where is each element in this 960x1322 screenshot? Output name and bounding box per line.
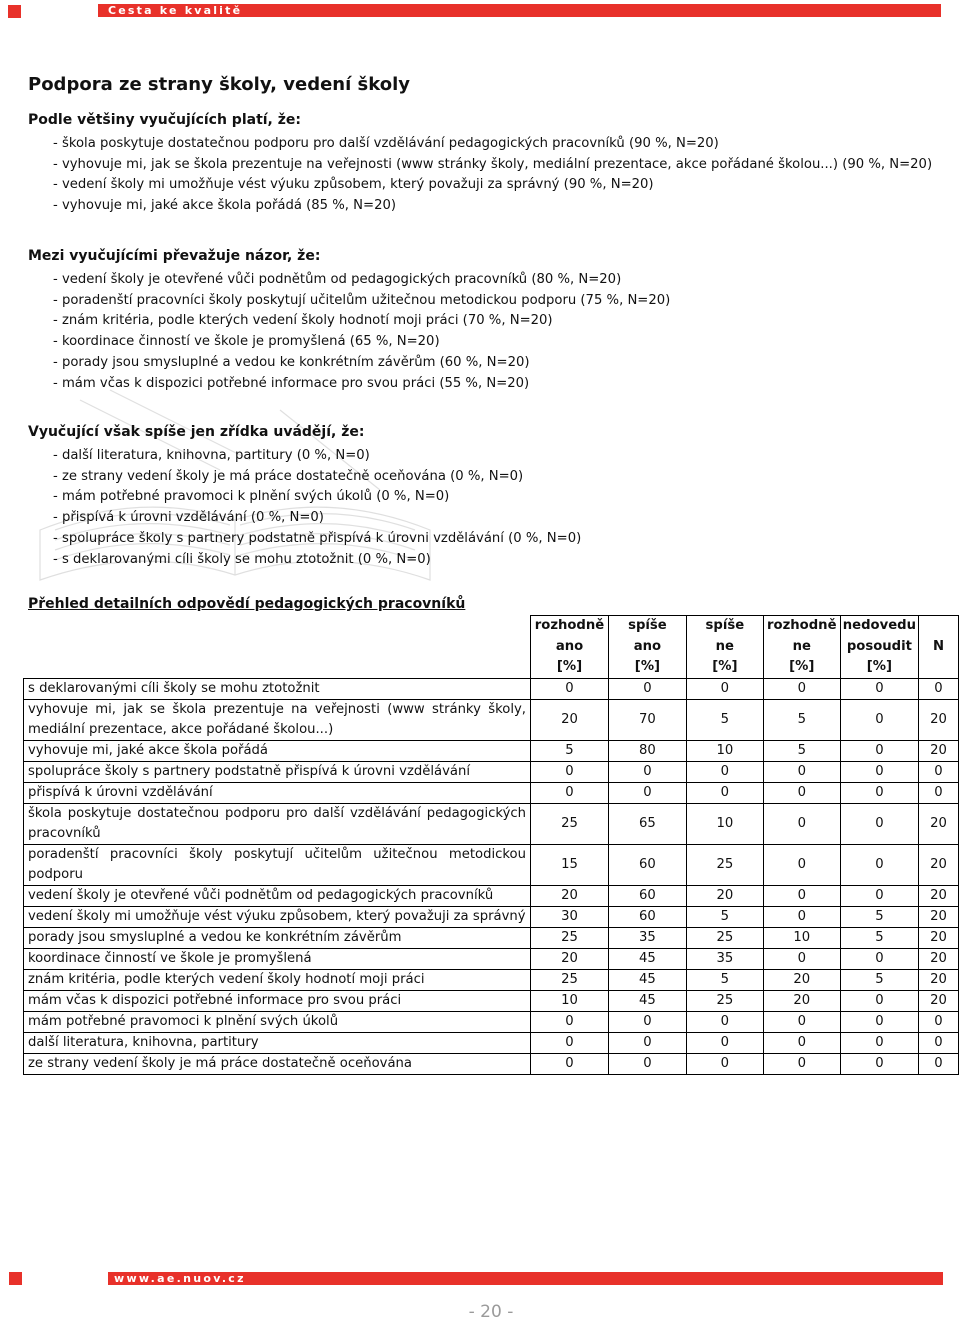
row-label: škola poskytuje dostatečnou podporu pro další vzdělávání pedagogických pracovníků: [24, 803, 531, 844]
table-cell: 5: [840, 906, 918, 927]
list-item: - vedení školy mi umožňuje vést výuku způsobem, který považuji za správný (90 %, N=20): [53, 177, 654, 193]
list-item: - ze strany vedení školy je má práce dostatečně oceňována (0 %, N=0): [53, 468, 524, 484]
table-cell: 0: [763, 678, 840, 699]
row-label: poradenští pracovníci školy poskytují učitelům užitečnou metodickou podporu: [24, 844, 531, 885]
responses-table: [23, 615, 959, 1075]
table-cell: 0: [840, 990, 918, 1011]
table-cell: 0: [840, 885, 918, 906]
column-header: N: [918, 616, 958, 679]
column-header: rozhodně ano [%]: [531, 616, 609, 679]
table-cell: 0: [763, 1032, 840, 1053]
table-cell: 0: [608, 782, 686, 803]
table-cell: 20: [918, 948, 958, 969]
list-item: - mám včas k dispozici potřebné informace pro svou práci (55 %, N=20): [53, 375, 530, 391]
table-cell: 10: [531, 990, 609, 1011]
table-cell: 0: [840, 740, 918, 761]
list-item: - vedení školy je otevřené vůči podnětům od pedagogických pracovníků (80 %, N=20): [53, 272, 622, 287]
column-header: spíše ano [%]: [608, 616, 686, 679]
table-cell: 0: [608, 761, 686, 782]
table-row: [24, 844, 959, 885]
table-cell: 0: [840, 678, 918, 699]
table-cell: 0: [608, 1053, 686, 1074]
bullet-list: [28, 270, 670, 394]
table-cell: 20: [531, 948, 609, 969]
table-cell: 25: [531, 927, 609, 948]
row-label: porady jsou smysluplné a vedou ke konkrétním závěrům: [24, 927, 531, 948]
table-cell: 20: [918, 990, 958, 1011]
table-cell: 0: [531, 782, 609, 803]
footer-square: [9, 1272, 22, 1285]
table-cell: 20: [918, 969, 958, 990]
table-cell: 0: [840, 948, 918, 969]
table-cell: 20: [531, 885, 609, 906]
table-cell: 35: [686, 948, 763, 969]
row-label: mám včas k dispozici potřebné informace pro svou práci: [24, 990, 531, 1011]
table-cell: 0: [608, 1032, 686, 1053]
table-cell: 0: [763, 844, 840, 885]
table-cell: 20: [918, 740, 958, 761]
table-cell: 20: [918, 699, 958, 740]
table-cell: 0: [840, 803, 918, 844]
table-cell: 0: [840, 782, 918, 803]
table-row: [24, 678, 959, 699]
column-header: spíše ne [%]: [686, 616, 763, 679]
table-cell: 0: [686, 1053, 763, 1074]
table-cell: 80: [608, 740, 686, 761]
table-cell: 25: [531, 803, 609, 844]
table-cell: 45: [608, 948, 686, 969]
table-cell: 0: [763, 948, 840, 969]
column-header: rozhodně ne [%]: [763, 616, 840, 679]
table-cell: 10: [763, 927, 840, 948]
table-cell: 0: [531, 761, 609, 782]
table-cell: 0: [918, 1011, 958, 1032]
row-label: vedení školy mi umožňuje vést výuku způsobem, který považuji za správný: [24, 906, 531, 927]
table-row: [24, 927, 959, 948]
row-label: spolupráce školy s partnery podstatně přispívá k úrovni vzdělávání: [24, 761, 531, 782]
table-cell: 5: [531, 740, 609, 761]
row-label: další literatura, knihovna, partitury: [24, 1032, 531, 1053]
table-cell: 0: [763, 782, 840, 803]
table-cell: 20: [763, 969, 840, 990]
list-item: - další literatura, knihovna, partitury (0 %, N=0): [53, 448, 370, 463]
table-cell: 5: [840, 969, 918, 990]
table-cell: 20: [918, 927, 958, 948]
header-bar: [98, 4, 941, 17]
table-cell: 0: [763, 885, 840, 906]
row-label: vedení školy je otevřené vůči podnětům od pedagogických pracovníků: [24, 885, 531, 906]
list-item: - poradenští pracovníci školy poskytují učitelům užitečnou metodickou podporu (75 %, N=20): [53, 292, 671, 308]
row-label: vyhovuje mi, jaké akce škola pořádá: [24, 740, 531, 761]
table-row: [24, 761, 959, 782]
list-item: - přispívá k úrovni vzdělávání (0 %, N=0): [53, 510, 324, 526]
table-cell: 60: [608, 885, 686, 906]
table-row: [24, 699, 959, 740]
table-cell: 30: [531, 906, 609, 927]
table-cell: 25: [531, 969, 609, 990]
table-cell: 5: [840, 927, 918, 948]
table-cell: 0: [686, 1011, 763, 1032]
table-cell: 0: [763, 761, 840, 782]
table-cell: 0: [608, 678, 686, 699]
column-header: nedovedu posoudit [%]: [840, 616, 918, 679]
table-cell: 60: [608, 906, 686, 927]
table-cell: 0: [686, 678, 763, 699]
row-label: mám potřebné pravomoci k plnění svých úkolů: [24, 1011, 531, 1032]
header-square: [8, 5, 21, 18]
table-body: [24, 678, 959, 1074]
table-cell: 0: [840, 699, 918, 740]
table-row: [24, 740, 959, 761]
table-cell: 0: [531, 1053, 609, 1074]
table-header-row: [24, 616, 959, 679]
row-label: koordinace činností ve škole je promyšlená: [24, 948, 531, 969]
section-heading: Vyučující však spíše jen zřídka uvádějí, že:: [28, 424, 365, 440]
table-cell: 25: [686, 990, 763, 1011]
table-cell: 5: [686, 906, 763, 927]
table-cell: 0: [918, 761, 958, 782]
table-cell: 20: [531, 699, 609, 740]
table-cell: 0: [763, 803, 840, 844]
row-label: vyhovuje mi, jak se škola prezentuje na veřejnosti (www stránky školy, mediální prezentace, akce pořádané školou...): [24, 699, 531, 740]
table-cell: 0: [918, 678, 958, 699]
table-row: [24, 990, 959, 1011]
list-item: - škola poskytuje dostatečnou podporu pro další vzdělávání pedagogických pracovníků (90 %, N=20): [53, 136, 719, 151]
table-cell: 0: [686, 782, 763, 803]
table-cell: 0: [686, 1032, 763, 1053]
table-row: [24, 1053, 959, 1074]
table-row: [24, 885, 959, 906]
list-item: - vyhovuje mi, jak se škola prezentuje na veřejnosti (www stránky školy, mediální prezentace, akce pořádané školou...) (90 %, N=20): [53, 156, 933, 172]
table-cell: 20: [686, 885, 763, 906]
list-item: - znám kritéria, podle kterých vedení školy hodnotí moji práci (70 %, N=20): [53, 313, 553, 329]
table-cell: 0: [918, 782, 958, 803]
section-prevailing: [28, 246, 670, 394]
table-cell: 10: [686, 803, 763, 844]
table-cell: 0: [918, 1053, 958, 1074]
list-item: - spolupráce školy s partnery podstatně přispívá k úrovni vzdělávání (0 %, N=0): [53, 530, 582, 546]
table-cell: 0: [840, 1032, 918, 1053]
row-label: přispívá k úrovni vzdělávání: [24, 782, 531, 803]
table-cell: 0: [840, 761, 918, 782]
table-cell: 70: [608, 699, 686, 740]
table-cell: 0: [840, 844, 918, 885]
table-cell: 35: [608, 927, 686, 948]
table-cell: 20: [918, 844, 958, 885]
row-label: znám kritéria, podle kterých vedení školy hodnotí moji práci: [24, 969, 531, 990]
table-cell: 0: [531, 1011, 609, 1032]
row-label: ze strany vedení školy je má práce dostatečně oceňována: [24, 1053, 531, 1074]
table-row: [24, 948, 959, 969]
list-item: - koordinace činností ve škole je promyšlená (65 %, N=20): [53, 334, 440, 350]
section-heading: Mezi vyučujícími převažuje názor, že:: [28, 248, 321, 264]
table-cell: 20: [918, 885, 958, 906]
table-cell: 20: [918, 906, 958, 927]
table-row: [24, 1032, 959, 1053]
list-item: - mám potřebné pravomoci k plnění svých úkolů (0 %, N=0): [53, 489, 450, 505]
table-row: [24, 969, 959, 990]
table-row: [24, 782, 959, 803]
table-cell: 0: [608, 1011, 686, 1032]
table-title: Přehled detailních odpovědí pedagogických pracovníků: [28, 596, 466, 612]
section-rarely: [28, 422, 581, 570]
table-row: [24, 906, 959, 927]
row-label: s deklarovanými cíli školy se mohu ztotožnit: [24, 678, 531, 699]
table-cell: 0: [531, 678, 609, 699]
table-cell: 0: [763, 1011, 840, 1032]
table-cell: 25: [686, 844, 763, 885]
table-cell: 45: [608, 990, 686, 1011]
table-row: [24, 1011, 959, 1032]
table-cell: 0: [686, 761, 763, 782]
table-cell: 20: [918, 803, 958, 844]
bullet-list: [28, 134, 932, 217]
table-cell: 10: [686, 740, 763, 761]
table-cell: 0: [918, 1032, 958, 1053]
table-cell: 5: [686, 699, 763, 740]
list-item: - porady jsou smysluplné a vedou ke konkrétním závěrům (60 %, N=20): [53, 354, 530, 370]
section-heading: Podle většiny vyučujících platí, že:: [28, 112, 301, 128]
table-cell: 45: [608, 969, 686, 990]
page-title: Podpora ze strany školy, vedení školy: [28, 74, 411, 95]
bullet-list: [28, 446, 581, 570]
table-cell: 0: [531, 1032, 609, 1053]
table-cell: 0: [763, 906, 840, 927]
table-cell: 5: [686, 969, 763, 990]
table-cell: 0: [763, 1053, 840, 1074]
table-row: [24, 803, 959, 844]
table-cell: 5: [763, 699, 840, 740]
footer-bar: [108, 1272, 943, 1285]
list-item: - vyhovuje mi, jaké akce škola pořádá (85 %, N=20): [53, 198, 397, 214]
table-header-blank: [24, 616, 531, 679]
table-cell: 20: [763, 990, 840, 1011]
table-cell: 60: [608, 844, 686, 885]
table-cell: 5: [763, 740, 840, 761]
table-cell: 25: [686, 927, 763, 948]
table-cell: 65: [608, 803, 686, 844]
footer-website: www.ae.nuov.cz: [114, 1272, 246, 1285]
table-cell: 15: [531, 844, 609, 885]
header-brand: Cesta ke kvalitě: [108, 4, 243, 17]
page-number: - 20 -: [468, 1302, 514, 1322]
list-item: - s deklarovanými cíli školy se mohu ztotožnit (0 %, N=0): [53, 551, 431, 567]
table-cell: 0: [840, 1011, 918, 1032]
table-cell: 0: [840, 1053, 918, 1074]
section-majority: [28, 110, 932, 217]
